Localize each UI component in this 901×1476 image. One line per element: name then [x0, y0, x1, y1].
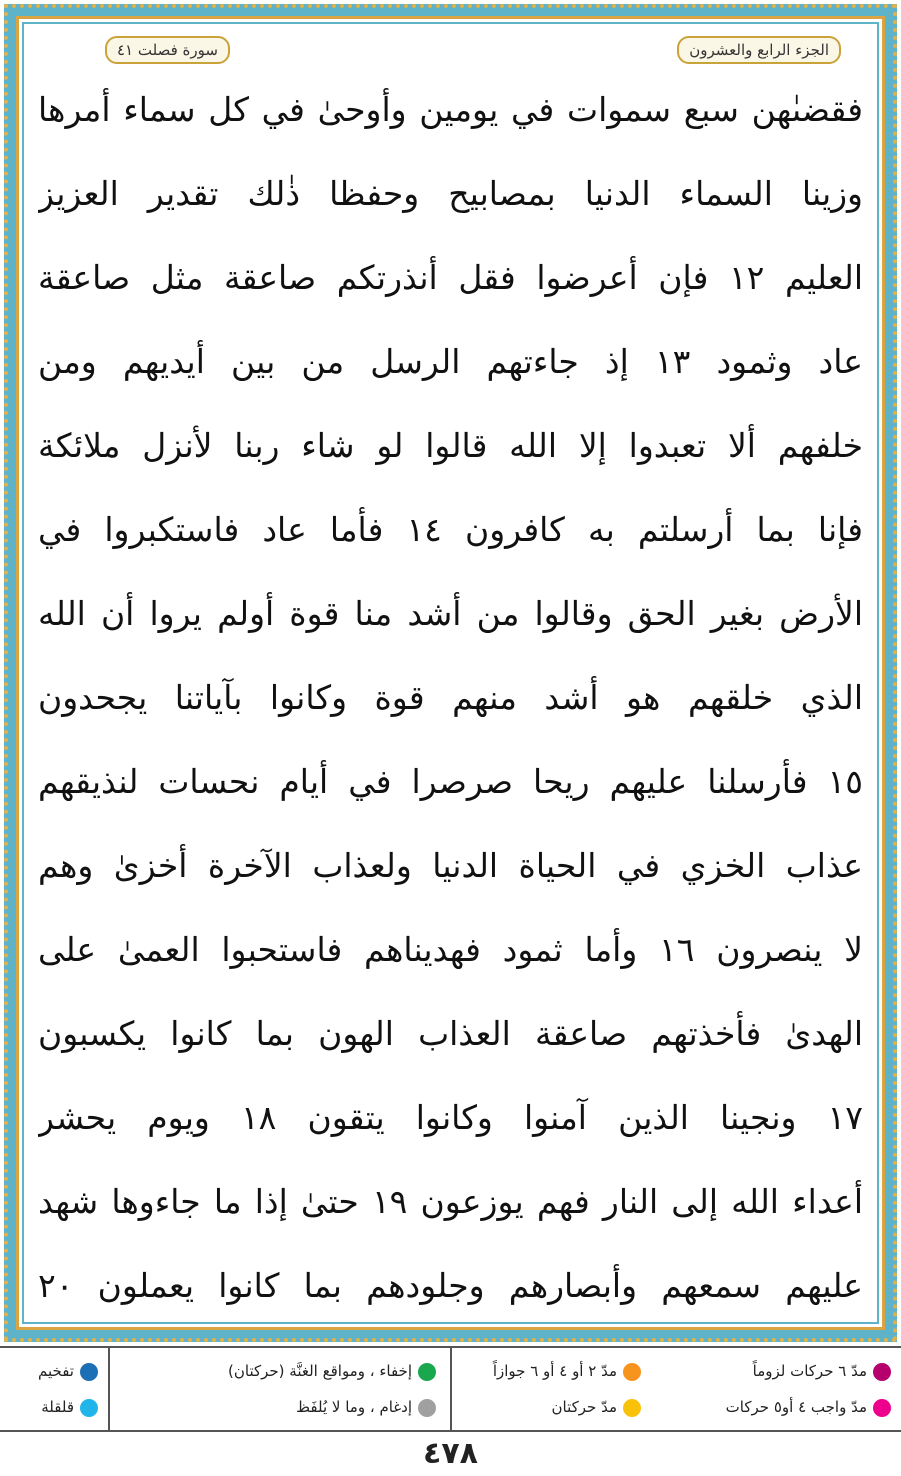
- legend-col-tafkhim: [0, 1348, 108, 1430]
- legend-item: [493, 1356, 641, 1386]
- legend-item: [38, 1356, 98, 1386]
- legend-col-ghunna: [108, 1348, 450, 1430]
- quran-text: [38, 68, 863, 1328]
- legend-item: [726, 1392, 891, 1422]
- text-line: الأرض بغير الحق وقالوا من أشد منا قوة أولم يروا أن الله: [38, 594, 863, 633]
- legend-item: [41, 1392, 98, 1422]
- text-line: فقضىٰهن سبع سموات في يومين وأوحىٰ في كل سماء أمرها: [38, 90, 863, 129]
- legend-dot: [80, 1399, 98, 1417]
- text-line: الذي خلقهم هو أشد منهم قوة وكانوا بآياتنا يجحدون: [38, 678, 863, 717]
- legend-label: مدّ حركتان: [551, 1398, 617, 1416]
- page-header: [0, 26, 901, 66]
- legend-item: [552, 1392, 641, 1422]
- legend-item: [753, 1356, 891, 1386]
- legend-label: مدّ ٦ حركات لزوماً: [752, 1362, 867, 1380]
- legend-dot: [873, 1363, 891, 1381]
- legend-col-madd: [450, 1348, 901, 1430]
- legend-label: مدّ ٢ أو ٤ أو ٦ جوازاً: [492, 1362, 617, 1380]
- text-line: ١٥ فأرسلنا عليهم ريحا صرصرا في أيام نحسات لنذيقهم: [38, 762, 863, 801]
- legend-label: مدّ واجب ٤ أو٥ حركات: [725, 1398, 867, 1416]
- legend-dot: [418, 1399, 436, 1417]
- tajweed-legend: [0, 1346, 901, 1432]
- legend-label: إخفاء ، ومواقع الغنَّة (حركتان): [228, 1362, 412, 1380]
- legend-dot: [80, 1363, 98, 1381]
- legend-item: [296, 1392, 436, 1422]
- legend-dot: [623, 1399, 641, 1417]
- text-line: عليهم سمعهم وأبصارهم وجلودهم بما كانوا يعملون ٢٠: [38, 1266, 863, 1305]
- text-line: لا ينصرون ١٦ وأما ثمود فهديناهم فاستحبوا العمىٰ على: [38, 930, 863, 969]
- surah-label: سورة فصلت ٤١: [105, 36, 230, 64]
- legend-dot: [418, 1363, 436, 1381]
- text-line: عذاب الخزي في الحياة الدنيا ولعذاب الآخرة أخزىٰ وهم: [38, 846, 863, 885]
- legend-label: قلقلة: [41, 1398, 74, 1416]
- text-line: وزينا السماء الدنيا بمصابيح وحفظا ذٰلك تقدير العزيز: [38, 174, 863, 213]
- text-line: أعداء الله إلى النار فهم يوزعون ١٩ حتىٰ إذا ما جاءوها شهد: [38, 1182, 863, 1221]
- text-line: خلفهم ألا تعبدوا إلا الله قالوا لو شاء ربنا لأنزل ملائكة: [38, 426, 863, 465]
- legend-label: تفخيم: [38, 1362, 74, 1380]
- text-line: الهدىٰ فأخذتهم صاعقة العذاب الهون بما كانوا يكسبون: [38, 1014, 863, 1053]
- page-number: ٤٧٨: [423, 1436, 478, 1471]
- legend-dot: [623, 1363, 641, 1381]
- legend-item: [228, 1356, 436, 1386]
- text-line: ١٧ ونجينا الذين آمنوا وكانوا يتقون ١٨ ويوم يحشر: [38, 1098, 863, 1137]
- text-line: عاد وثمود ١٣ إذ جاءتهم الرسل من بين أيديهم ومن: [38, 342, 863, 381]
- legend-dot: [873, 1399, 891, 1417]
- legend-label: إدغام ، وما لا يُلفَظ: [296, 1398, 412, 1416]
- text-line: فإنا بما أرسلتم به كافرون ١٤ فأما عاد فاستكبروا في: [38, 510, 863, 549]
- text-line: العليم ١٢ فإن أعرضوا فقل أنذرتكم صاعقة مثل صاعقة: [38, 258, 863, 297]
- juz-label: الجزء الرابع والعشرون: [677, 36, 841, 64]
